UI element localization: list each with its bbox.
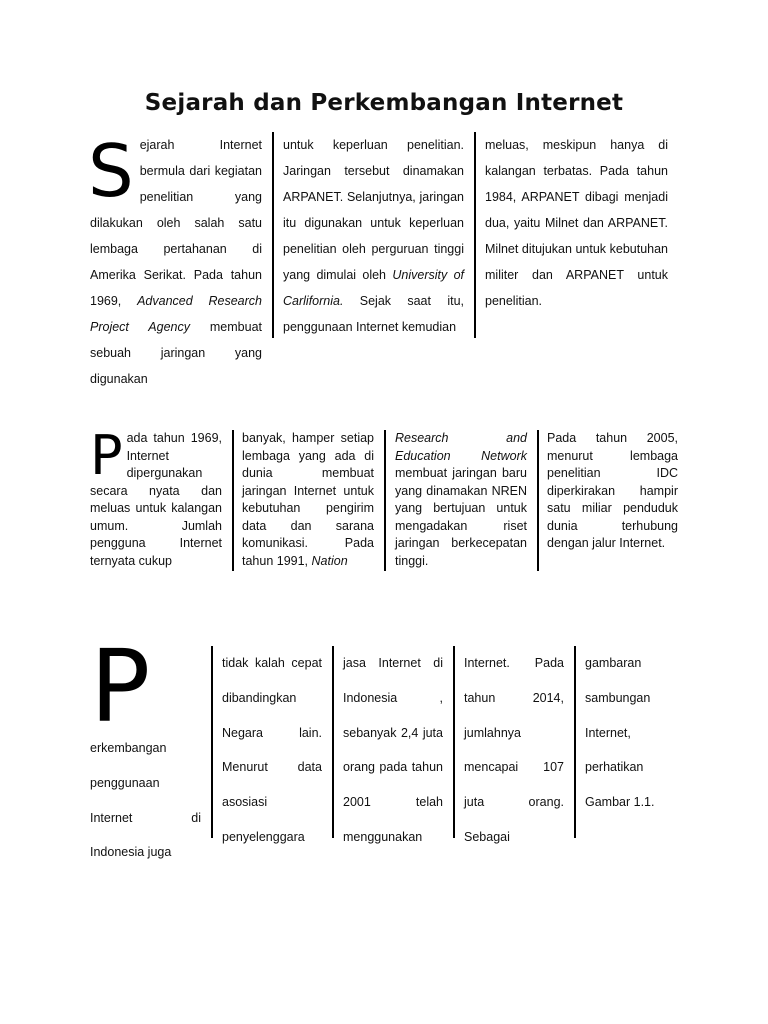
paragraph: jasa Internet di Indonesia , sebanyak 2,4 juta orang pada tahun 2001 telah menggunakan xyxy=(343,656,443,844)
section-1 xyxy=(88,129,668,386)
page-title: Sejarah dan Perkembangan Internet xyxy=(144,90,624,116)
section-2-column-2 xyxy=(232,430,384,571)
section-3-column-5 xyxy=(574,646,684,838)
paragraph: tidak kalah cepat dibandingkan Negara lain. Menurut data asosiasi penyelenggara xyxy=(222,656,322,844)
paragraph: Pada tahun 2005, menurut lembaga penelitian IDC diperkirakan hampir satu miliar penduduk dunia terhubung dengan jalur Internet. xyxy=(547,431,678,550)
text-run: ejarah Internet bermula dari kegiatan penelitian yang dilakukan oleh salah satu lembaga pertahanan di Amerika Serikat. Pada tahun 1969, xyxy=(90,138,262,308)
paragraph: meluas, meskipun hanya di kalangan terbatas. Pada tahun 1984, ARPANET dibagi menjadi dua, yaitu Milnet dan ARPANET. Milnet ditujukan untuk kebutuhan militer dan ARPANET untuk penelitian. xyxy=(485,138,668,308)
section-3-column-2 xyxy=(211,646,332,844)
section-2-column-3 xyxy=(384,430,537,571)
dropcap-letter: P xyxy=(90,628,151,745)
paragraph: Internet. Pada tahun 2014, jumlahnya mencapai 107 juta orang. Sebagai xyxy=(464,656,564,844)
section-3-column-4 xyxy=(453,646,574,844)
italic-text: Nation xyxy=(311,553,348,568)
text-run: ada tahun 1969, Internet dipergunakan secara nyata dan meluas untuk kalangan umum. Jumlah pengguna Internet ternyata cukup xyxy=(90,431,222,568)
section-3-column-3 xyxy=(332,646,453,844)
section-2-column-4 xyxy=(537,430,678,571)
section-3 xyxy=(90,628,684,860)
italic-text: University of Carlifornia. xyxy=(283,268,464,308)
text-run: untuk keperluan penelitian. Jaringan tersebut dinamakan ARPANET. Selanjutnya, jaringan itu digunakan untuk keperluan penelitian oleh perguruan tinggi yang dimulai oleh xyxy=(283,138,464,282)
italic-text: Research and Education Network xyxy=(395,431,527,463)
text-run: banyak, hamper setiap lembaga yang ada di dunia membuat jaringan Internet untuk kebutuhan pengirim data dan sarana komunikasi. Pada tahun 1991, xyxy=(242,431,374,568)
text-run: Sejak saat itu, penggunaan Internet kemudian xyxy=(283,294,464,334)
section-1-column-2 xyxy=(272,132,474,338)
text-run: membuat sebuah jaringan yang digunakan xyxy=(90,320,262,386)
section-1-column-3 xyxy=(474,132,668,338)
dropcap-letter: S xyxy=(88,129,134,213)
section-3-column-1 xyxy=(90,628,211,860)
dropcap-letter: P xyxy=(90,424,123,487)
section-2-column-1 xyxy=(90,424,232,571)
text-run: erkembangan penggunaan Internet di Indonesia juga xyxy=(90,741,201,860)
section-2 xyxy=(90,424,678,571)
italic-text: Advanced Research Project Agency xyxy=(90,294,262,334)
text-run: membuat jaringan baru yang dinamakan NREN yang bertujuan untuk mengadakan riset jaringan berkecepatan tinggi. xyxy=(395,466,527,568)
section-1-column-1 xyxy=(88,129,272,386)
paragraph: gambaran sambungan Internet, perhatikan Gambar 1.1. xyxy=(585,656,655,810)
